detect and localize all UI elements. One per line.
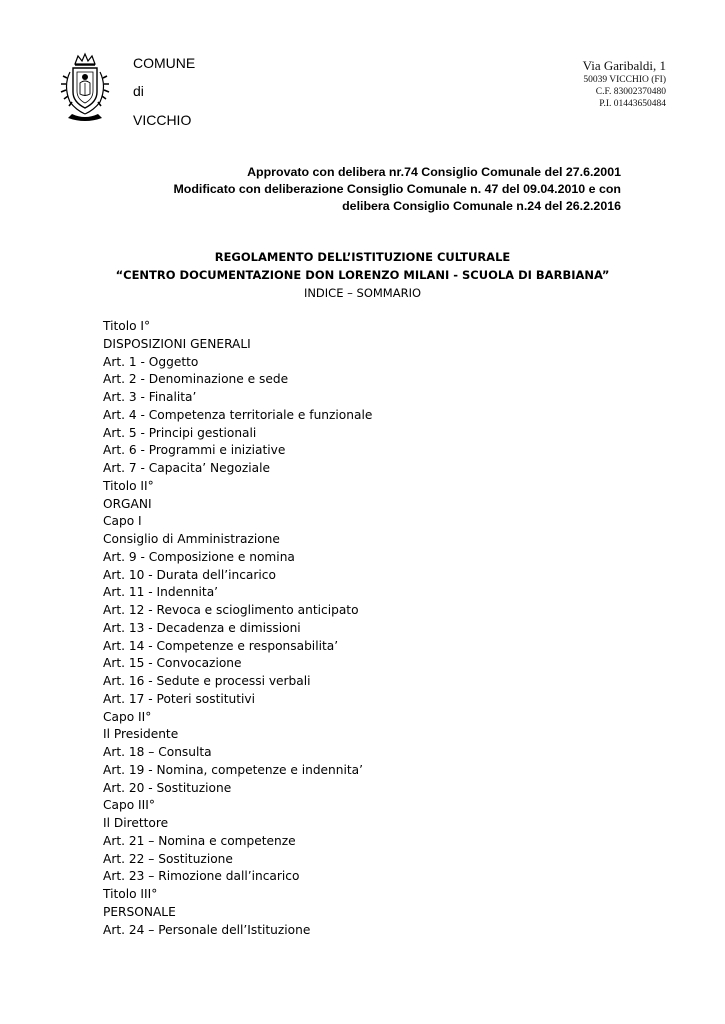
toc-item: Art. 16 - Sedute e processi verbali: [103, 674, 311, 688]
approval-line: Approvato con delibera nr.74 Consiglio Comunale del 27.6.2001: [247, 165, 621, 179]
toc-item: Consiglio di Amministrazione: [103, 532, 280, 546]
toc-item: Capo I: [103, 514, 142, 529]
toc-item: Capo III°: [103, 798, 155, 813]
comune-line: di: [133, 83, 144, 99]
toc-item: Art. 12 - Revoca e scioglimento anticipato: [103, 603, 359, 617]
toc-item: Titolo III°: [103, 887, 158, 901]
table-of-contents: [103, 318, 372, 939]
toc-item: Art. 6 - Programmi e iniziative: [103, 443, 286, 458]
toc-item: Art. 18 – Consulta: [103, 745, 212, 759]
toc-item: Art. 10 - Durata dell’incarico: [103, 567, 276, 582]
document-title: [0, 248, 725, 302]
approval-line: delibera Consiglio Comunale n.24 del 26.2.2016: [342, 199, 621, 213]
toc-item: Art. 7 - Capacita’ Negoziale: [103, 461, 270, 475]
toc-item: Art. 4 - Competenza territoriale e funzionale: [103, 407, 373, 422]
toc-item: PERSONALE: [103, 904, 176, 919]
toc-item: Art. 13 - Decadenza e dimissioni: [103, 620, 301, 635]
toc-item: Art. 22 – Sostituzione: [103, 851, 233, 866]
address-block: [583, 58, 666, 110]
toc-item: Il Presidente: [103, 727, 179, 742]
toc-item: Art. 9 - Composizione e nomina: [103, 549, 295, 564]
comune-line: COMUNE: [133, 55, 196, 71]
title-line-1: REGOLAMENTO DELL’ISTITUZIONE CULTURALE: [214, 250, 511, 264]
toc-item: Art. 23 – Rimozione dall’incarico: [103, 869, 300, 884]
toc-item: ORGANI: [103, 496, 152, 511]
address-cf: C.F. 83002370480: [595, 87, 666, 97]
municipal-crest-icon: [58, 50, 112, 122]
toc-item: Art. 15 - Convocazione: [103, 656, 242, 671]
approval-notes: [173, 164, 621, 215]
toc-item: Art. 24 – Personale dell’Istituzione: [103, 922, 311, 937]
toc-item: Art. 11 - Indennita’: [103, 585, 219, 600]
toc-item: Il Direttore: [103, 816, 169, 830]
title-line-3: INDICE – SOMMARIO: [303, 286, 422, 300]
address-pi: P.I. 01443650484: [599, 99, 666, 109]
toc-item: Art. 5 - Principi gestionali: [103, 425, 257, 440]
address-city: 50039 VICCHIO (FI): [583, 75, 666, 85]
toc-item: Art. 19 - Nomina, competenze e indennita’: [103, 762, 364, 777]
comune-line: VICCHIO: [133, 112, 192, 128]
toc-item: Art. 17 - Poteri sostitutivi: [103, 691, 256, 706]
toc-item: Titolo I°: [103, 319, 151, 333]
toc-item: Art. 14 - Competenze e responsabilita’: [103, 638, 339, 653]
toc-item: Capo II°: [103, 709, 152, 724]
toc-item: Art. 21 – Nomina e competenze: [103, 833, 296, 848]
title-line-2: “CENTRO DOCUMENTAZIONE DON LORENZO MILANI - SCUOLA DI BARBIANA”: [115, 268, 610, 282]
toc-item: Art. 3 - Finalita’: [103, 390, 197, 404]
toc-item: Art. 2 - Denominazione e sede: [103, 372, 289, 387]
address-street: Via Garibaldi, 1: [582, 58, 666, 73]
toc-item: Art. 1 - Oggetto: [103, 354, 199, 369]
toc-item: Art. 20 - Sostituzione: [103, 780, 232, 795]
toc-item: DISPOSIZIONI GENERALI: [103, 336, 251, 351]
approval-line: Modificato con deliberazione Consiglio Comunale n. 47 del 09.04.2010 e con: [173, 182, 621, 196]
toc-item: Titolo II°: [103, 478, 154, 493]
